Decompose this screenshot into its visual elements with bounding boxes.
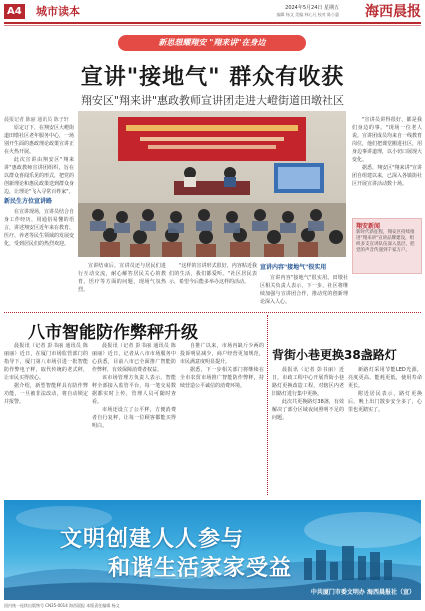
story2-paragraph: 市场还设立了公平秤，方便消费者自行复秤，让每一位顾客都能买得明白。 [92, 407, 176, 429]
sidebar-text: 新时代新征程，翔安区持续推进"翔来讲"宣讲品牌建设，组织多支宣讲队伍深入基层，把党的声音传递到千家万户。 [356, 230, 415, 253]
story2-headline: 八市智能防作弊秤升级 [28, 323, 198, 343]
sidebar-title: 翔安新闻 [356, 223, 381, 230]
story1-paragraph: 原定订下，在翔安区大嶝街道田墩社区老年服务中心，一场别开生面的惠政理论政策宣讲正在火热开展。 [4, 125, 74, 155]
banner-credit: 中共厦门市委文明办 海西晨报社（宣） [310, 589, 415, 596]
masthead-rule [4, 22, 421, 24]
story2-paragraph: 据介绍，新型智能秤具有防作弊功能，一旦被非法改动，将自动锁定并报警。 [4, 383, 88, 405]
story1-paragraph: 在宣讲现场，宣讲员结合自身工作经历，用通俗易懂的语言，讲述翔安区近年来在教育、医疗、养老等民生领域的发展变化，受到居民们的热烈欢迎。 [4, 209, 74, 247]
story1-subcolumn-3 [260, 262, 348, 312]
story2-column-1 [4, 342, 88, 502]
issue-date: 2024年5月24日 星期五 [285, 5, 339, 11]
masthead-rule-thin [4, 25, 421, 26]
story1-subcolumn-1 [78, 262, 166, 312]
story1-paragraph: "这样的宣讲形式很好，内容贴近我们的生活，我们都爱听。"社区居民表示，希望今后能多举办这样的活动。 [169, 263, 257, 285]
story1-column-2 [352, 116, 422, 216]
column-divider [267, 315, 268, 495]
story1-subheading: 宣讲内容"接地气"很实用 [260, 264, 327, 271]
lecture-photo [78, 111, 346, 257]
section-title: 城市读本 [36, 5, 80, 18]
banner-slogan-line2: 和谐生活家家受益 [108, 556, 293, 581]
story2-paragraph: 据悉，下一步相关部门将继续在全市农贸市场推广智能防作弊秤，持续营造公平诚信的消费环境。 [180, 367, 264, 389]
newspaper-logo: 海西晨报 [365, 4, 421, 20]
story2-paragraph: 晨报讯（记者 彭书丽 通讯员 陈丽丽）近日，在厦门市场监管部门的指导下，厦门第八市场引进一批智能防作弊电子秤，取代传统的老式秤，让市民买得放心。 [4, 343, 88, 381]
banner-slogan-line1: 文明创建人人参与 [60, 527, 245, 552]
page-footer: 国内统一连续出版物号 CN35-0014 海西晨报 本版责任编辑 杨文 [4, 603, 120, 608]
section-divider [4, 312, 421, 313]
story3-paragraph: 新路灯采用节能LED光源，亮度更高、能耗更低，使用寿命更长。 [348, 367, 422, 389]
editor-credits: 编辑 杨文 美编 林心凡 校对 陈小惠 [276, 12, 339, 17]
story3-column-2 [348, 366, 422, 496]
story3-paragraph: 附近居民表示，路灯更换后，晚上出门散步安全多了，心里也更踏实了。 [348, 391, 422, 413]
story1-column-1 [4, 116, 74, 262]
main-headline: 宣讲"接地气" 群众有收获 [80, 65, 345, 90]
page-number-badge: A4 [4, 4, 25, 19]
story3-column-1 [272, 366, 344, 496]
story3-paragraph: 此次共更换路灯38盏，有效解决了部分区域夜间照明不足的问题。 [272, 399, 344, 421]
story1-subheading: 新民生方位宣讲路 [4, 198, 53, 205]
story1-paragraph: 据悉，翔安区"翔来讲"宣讲团自组建以来，已深入各镇街社区开展宣讲活动数十场。 [352, 165, 422, 187]
story2-paragraph: 该市场管理方负责人表示，智能秤全部接入监管平台，每一笔交易数据都实时上传，管理人员可随时查看。 [92, 375, 176, 405]
story2-column-3 [180, 342, 264, 502]
story-kicker: 新思想耀翔安 "翔来讲"在身边 [118, 35, 306, 51]
story2-paragraph: 晨报讯（记者 彭书丽 通讯员 陈丽丽）近日，记者从八市市场服务中心获悉，目前八市已全面推广智能防作弊秤，有效保障消费者权益。 [92, 343, 176, 373]
story1-paragraph: "宣讲员讲得很好，都是我们身边的事。"现场一位老人说。宣讲团成员均来自一线教育岗位，他们把课堂搬进社区，用身边事讲道理，以小切口展现大变化。 [352, 117, 422, 163]
main-subhead: 翔安区"翔来讲"惠政教师宣讲团走进大嶝街道田墩社区 [80, 94, 345, 107]
story1-subcolumn-2 [169, 262, 257, 312]
story1-paragraph: 此次宣讲由翔安区"翔来讲"惠政教师宣讲团组织，旨在以群众喜闻乐见的形式，把党的创新理论和惠民政策送到群众身边，让理论"飞入寻常百姓家"。 [4, 157, 74, 195]
news-sidebar-box [352, 218, 422, 274]
story1-paragraph: 宣讲结束后，宣讲员还与居民们进行互动交流，耐心解答居民关心的教育、医疗等方面的问题，现场气氛热烈。 [78, 263, 166, 293]
story3-headline: 背街小巷更换38盏路灯 [272, 348, 397, 362]
story1-byline: 晨报记者 陈丽 通讯员 陈子轩 [4, 117, 69, 123]
story2-column-2 [92, 342, 176, 502]
lecture-photo-illustration [78, 111, 346, 257]
story3-paragraph: 晨报讯（记者 彭书丽）近日，市政工程中心开展背街小巷路灯更换改造工程，对辖区内老旧路灯进行集中更换。 [272, 367, 344, 397]
story2-paragraph: 自推广以来，市场内缺斤少两的投诉明显减少，商户经营更加规范，市民满意度明显提升。 [180, 343, 264, 365]
story1-paragraph: 宣讲内容"接地气"很实用。田墩社区相关负责人表示，下一步，社区将继续加强与宣讲团合作，推动党的创新理论深入人心。 [260, 275, 348, 305]
